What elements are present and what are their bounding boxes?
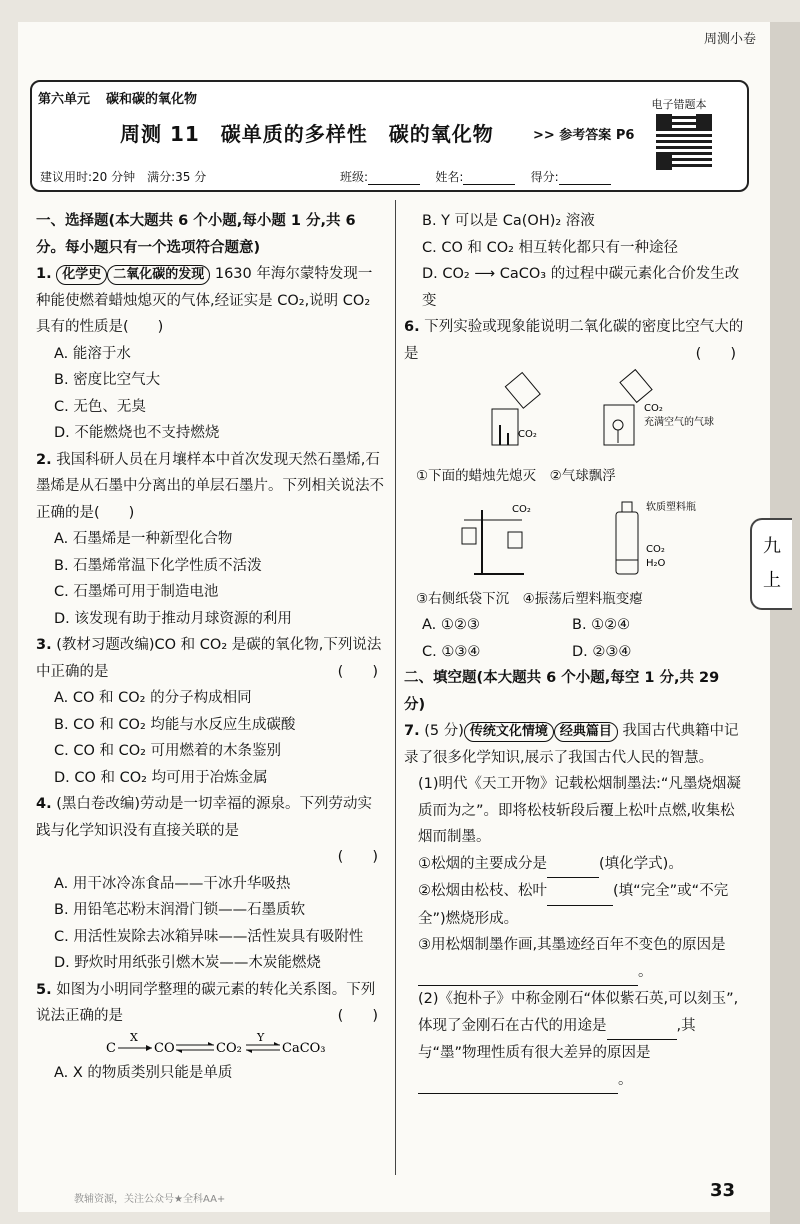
q1-option-c[interactable]: C. 无色、无臭 <box>54 398 146 415</box>
q6-number: 6. <box>404 319 420 335</box>
q5-option-c[interactable]: C. CO 和 CO₂ 相互转化都只有一种途径 <box>422 239 679 256</box>
q3-option-b[interactable]: B. CO 和 CO₂ 均能与水反应生成碳酸 <box>54 716 296 733</box>
q2-option-a[interactable]: A. 石墨烯是一种新型化合物 <box>54 531 233 547</box>
q7-part-1: (1)明代《天工开物》记载松烟制墨法:“凡墨烧烟凝质而为之”。即将松枝斩段后覆上松叶点燃,收集松烟而制墨。 <box>418 776 741 845</box>
fig1-co2-label: CO₂ <box>518 429 537 440</box>
q3-option-d[interactable]: D. CO 和 CO₂ 均可用于冶炼金属 <box>54 769 268 786</box>
q7-s1-suffix: (填化学式)。 <box>599 855 683 872</box>
q2-option-d[interactable]: D. 该发现有助于推动月球资源的利用 <box>54 610 292 627</box>
q5-answer-paren[interactable]: ( ) <box>337 1008 378 1024</box>
q7-score: (5 分) <box>424 723 464 739</box>
q7-blank-5[interactable] <box>418 1067 618 1095</box>
q4-option-c[interactable]: C. 用活性炭除去冰箱异味——活性炭具有吸附性 <box>54 928 364 945</box>
question-5 <box>36 977 386 1030</box>
name-field[interactable] <box>463 170 515 185</box>
page-number: 33 <box>710 1180 736 1201</box>
left-column <box>36 208 386 1086</box>
q6-answer-paren[interactable]: ( ) <box>695 345 736 362</box>
q7-intro: 我国古代典籍中记录了很多化学知识,展示了我国古代人民的智慧。 <box>404 723 739 766</box>
qr-code-icon[interactable] <box>656 114 712 170</box>
footer-watermark: 教辅资源，关注公众号★全科AA+ <box>74 1194 226 1205</box>
carbon-conversion-diagram <box>36 1030 386 1060</box>
q2-number: 2. <box>36 451 52 468</box>
q7-blank-2[interactable] <box>547 878 613 906</box>
diagram-c: C <box>106 1040 116 1056</box>
q5-option-a[interactable]: A. X 的物质类别只能是单质 <box>54 1064 233 1081</box>
unit-name: 第六单元 <box>38 92 91 107</box>
score-label: 得分: <box>530 170 559 184</box>
q5-option-d[interactable]: D. CO₂ ⟶ CaCO₃ 的过程中碳元素化合价发生改变 <box>422 266 740 309</box>
side-tab-char-2: 上 <box>763 570 781 591</box>
question-7 <box>404 718 744 771</box>
q7-s2-text: ②松烟由松枝、松叶 <box>418 883 547 899</box>
question-2 <box>36 447 386 527</box>
q7-s2-suffix: (填“完全”或“不完全”)燃烧形成。 <box>418 883 729 927</box>
section-1-heading: 一、选择题(本大题共 6 个小题,每小题 1 分,共 6 分。每小题只有一个选项符合题意) <box>36 213 356 256</box>
q4-answer-paren[interactable]: ( ) <box>337 849 378 865</box>
q1-option-a[interactable]: A. 能溶于水 <box>54 345 131 362</box>
q1-option-d[interactable]: D. 不能燃烧也不支持燃烧 <box>54 425 220 441</box>
q7-blank-4[interactable] <box>607 1013 677 1041</box>
question-3 <box>36 632 386 685</box>
q4-option-d[interactable]: D. 野炊时用纸张引燃木炭——木炭能燃烧 <box>54 955 321 971</box>
time-limit: 建议用时:20 分钟 满分:35 分 <box>40 170 207 184</box>
q7-blank-1-line <box>404 851 744 879</box>
section-2-heading: 二、填空题(本大题共 6 个小题,每空 1 分,共 29 分) <box>404 670 720 713</box>
diagram-co2: CO₂ <box>216 1040 242 1056</box>
q1-stem: 1630 年海尔蒙特发现一种能使燃着蜡烛熄灭的气体,经证实是 CO₂,说明 CO₂ 具有的性质是( ) <box>36 266 373 335</box>
q1-number: 1. <box>36 266 52 282</box>
diagram-caco3: CaCO₃ <box>282 1040 326 1056</box>
diagram-x: X <box>130 1030 138 1044</box>
q7-part-2: (2)《抱朴子》中称金刚石“体似紫石英,可以刻玉”,体现了金刚石在古代的用途是 ,其与“墨”物理性质有很大差异的原因是 。 <box>404 986 744 1094</box>
balloon-beaker-figure <box>604 370 714 445</box>
q6-caption-2: ②气球飘浮 <box>549 468 616 484</box>
student-info <box>340 168 611 185</box>
q7-s3-text: ③用松烟制墨作画,其墨迹经百年不变色的原因是 <box>418 937 726 953</box>
q7-s1-text: ①松烟的主要成分是 <box>418 855 547 872</box>
q6-option-b[interactable]: B. ①②④ <box>572 617 631 633</box>
q2-stem: 我国科研人员在月壤样本中首次发现天然石墨烯,石墨烯是从石墨中分离出的单层石墨片。下列相关说法不正确的是( ) <box>36 451 384 521</box>
q7-tag-culture: 传统文化情境 <box>464 722 554 742</box>
diagram-co: CO <box>154 1040 175 1056</box>
fig4-h2o-label: H₂O <box>646 557 666 569</box>
q6-option-c[interactable]: C. ①③④ <box>422 643 481 660</box>
q3-answer-paren[interactable]: ( ) <box>337 663 378 680</box>
q3-number: 3. <box>36 637 52 653</box>
q5-option-b[interactable]: B. Y 可以是 Ca(OH)₂ 溶液 <box>422 213 595 229</box>
q7-p2-text: (2)《抱朴子》中称金刚石“体似紫石英,可以刻玉”,体现了金刚石在古代的用途是 <box>418 991 739 1034</box>
right-column <box>404 208 744 1094</box>
unit-label <box>38 88 197 107</box>
q6-option-d[interactable]: D. ②③④ <box>572 643 632 660</box>
unit-topic: 碳和碳的氧化物 <box>106 92 198 107</box>
q6-caption-3: ③右侧纸袋下沉 <box>416 590 510 607</box>
q6-figures-bottom <box>404 490 744 586</box>
q7-tag-classic: 经典篇目 <box>554 722 618 742</box>
q6-caption-1: ①下面的蜡烛先熄灭 <box>416 468 537 484</box>
q7-blank-3[interactable] <box>418 959 638 987</box>
q7-blank-2-line <box>404 878 744 932</box>
q6-captions-top <box>404 463 744 490</box>
q4-stem: (黑白卷改编)劳动是一切幸福的源泉。下列劳动实践与化学知识没有直接关联的是 <box>36 796 373 839</box>
fig3-co2-label: CO₂ <box>512 503 531 515</box>
grade-side-tab[interactable] <box>750 518 792 610</box>
q3-option-c[interactable]: C. CO 和 CO₂ 可用燃着的木条鉴别 <box>54 743 282 759</box>
fig2-balloon-label: 充满空气的气球 <box>644 417 714 428</box>
name-label: 姓名: <box>435 170 464 184</box>
q1-tag-history: 化学史 <box>56 265 107 285</box>
answer-reference: >> 参考答案 P6 <box>533 128 635 143</box>
q3-option-a[interactable]: A. CO 和 CO₂ 的分子构成相同 <box>54 690 252 706</box>
question-4 <box>36 791 386 844</box>
page-edge <box>770 22 800 1224</box>
candles-beaker-figure <box>492 373 540 445</box>
class-field[interactable] <box>368 170 420 185</box>
q6-option-a[interactable]: A. ①②③ <box>422 617 480 633</box>
q4-option-a[interactable]: A. 用干冰冷冻食品——干冰升华吸热 <box>54 875 291 892</box>
q7-blank-1[interactable] <box>547 851 599 879</box>
header-label: 周测小卷 <box>703 32 756 47</box>
q7-blank-3-line: ③用松烟制墨作画,其墨迹经百年不变色的原因是 。 <box>404 932 744 986</box>
q6-options-row2 <box>404 639 744 666</box>
fig4-co2-label: CO₂ <box>646 543 665 555</box>
q6-options-row1 <box>404 612 744 639</box>
q4-number: 4. <box>36 796 52 812</box>
q5-number: 5. <box>36 981 52 998</box>
page-title: 周测 11 碳单质的多样性 碳的氧化物 <box>120 122 494 146</box>
q2-option-c[interactable]: C. 石墨烯可用于制造电池 <box>54 584 219 600</box>
fig2-co2-label: CO₂ <box>644 403 663 414</box>
q6-captions-bottom <box>404 586 744 613</box>
question-6 <box>404 314 744 367</box>
q6-stem: 下列实验或现象能说明二氧化碳的密度比空气大的是 <box>404 319 744 362</box>
q5-stem: 如图为小明同学整理的碳元素的转化关系图。下列说法正确的是 <box>36 981 376 1024</box>
column-divider <box>395 200 396 1175</box>
q7-p2-suffix: ,其与“墨”物理性质有很大差异的原因是 <box>418 1017 696 1061</box>
question-1 <box>36 261 386 341</box>
q6-figures-top <box>404 367 744 463</box>
q1-option-b[interactable]: B. 密度比空气大 <box>54 372 161 388</box>
q3-stem: (教材习题改编)CO 和 CO₂ 是碳的氧化物,下列说法中正确的是 <box>36 637 382 680</box>
q1-tag-discovery: 二氧化碳的发现 <box>107 265 210 285</box>
q6-caption-4: ④振荡后塑料瓶变瘪 <box>522 590 643 607</box>
q2-option-b[interactable]: B. 石墨烯常温下化学性质不活泼 <box>54 557 262 574</box>
score-field[interactable] <box>559 170 611 185</box>
q7-number: 7. <box>404 723 420 739</box>
class-label: 班级: <box>340 170 369 184</box>
plastic-bottle-figure <box>616 500 696 574</box>
qr-label: 电子错题本 <box>651 98 707 111</box>
q4-option-b[interactable]: B. 用铅笔芯粉末润滑门锁——石墨质软 <box>54 902 306 918</box>
diagram-y: Y <box>257 1030 265 1044</box>
side-tab-char-1: 九 <box>763 536 781 557</box>
fig4-bottle-label: 软质塑料瓶 <box>646 501 696 513</box>
balance-bags-figure <box>462 504 531 574</box>
